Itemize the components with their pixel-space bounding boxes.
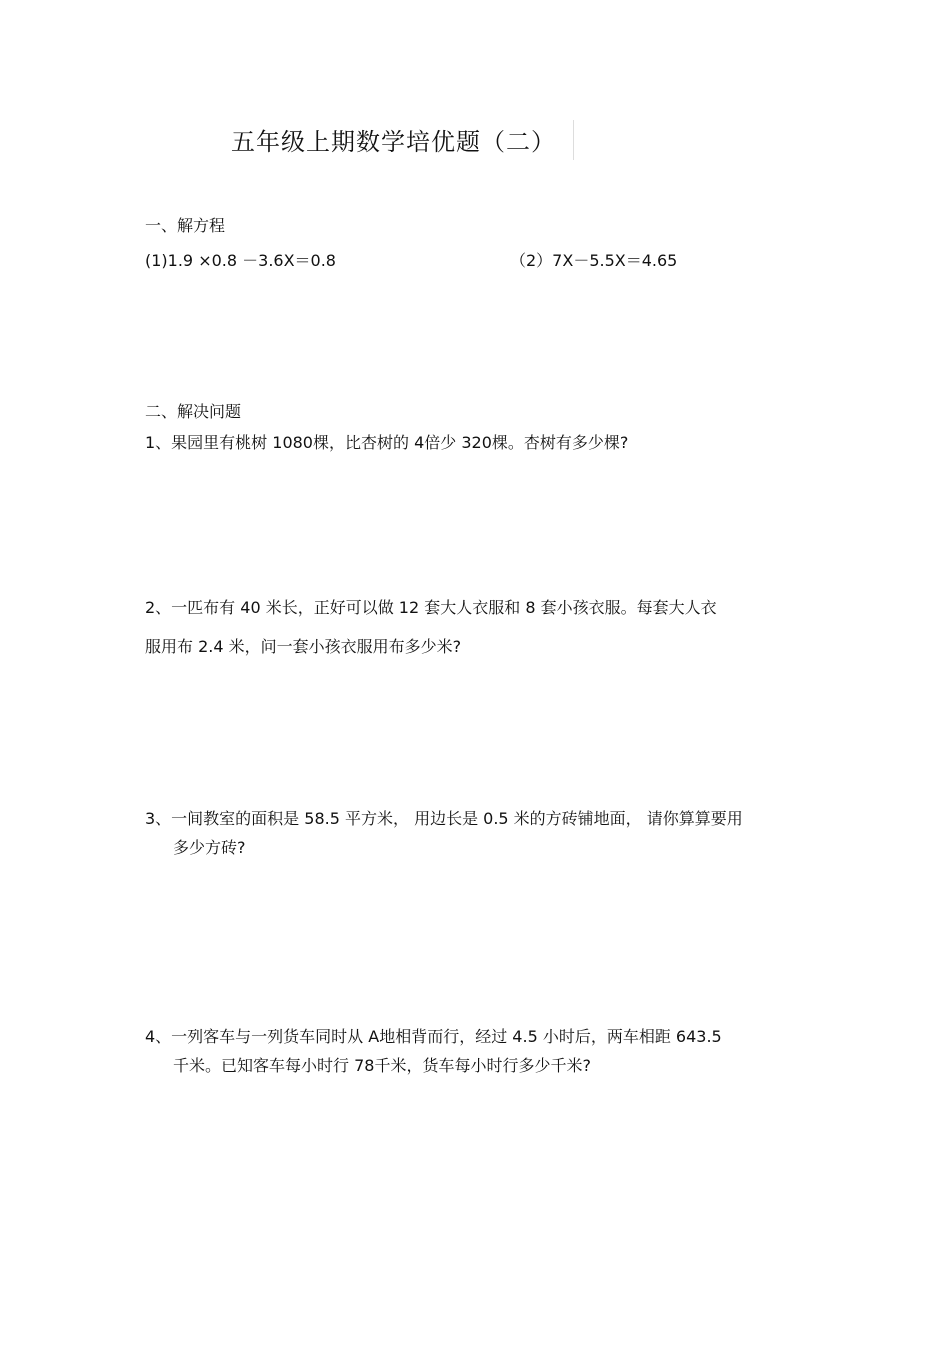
- equation-1: (1)1.9 ×0.8 －3.6X＝0.8: [145, 251, 336, 270]
- page-title: 五年级上期数学培优题（二）: [231, 128, 556, 156]
- problem-3: [145, 806, 805, 858]
- problem-2-line-1: 2、一匹布有 40 米长，正好可以做 12 套大人衣服和 8 套小孩衣服。每套大人衣: [145, 598, 717, 617]
- problem-3-line-2: 多少方砖?: [173, 838, 246, 857]
- title-divider: [573, 120, 574, 160]
- problem-1: [145, 430, 805, 453]
- problem-4-line-2: 千米。已知客车每小时行 78千米，货车每小时行多少千米?: [173, 1056, 591, 1075]
- problem-1-line-1: 1、果园里有桃树 1080棵，比杏树的 4倍少 320棵。杏树有多少棵?: [145, 433, 629, 452]
- section-heading-problems: 二、解决问题: [145, 402, 242, 421]
- section-heading-equations: 一、解方程: [145, 216, 226, 235]
- equation-2: （2）7X－5.5X＝4.65: [510, 251, 678, 270]
- problem-4-line-1: 4、一列客车与一列货车同时从 A地相背而行，经过 4.5 小时后，两车相距 643.5: [145, 1027, 722, 1046]
- problem-4: [145, 1024, 805, 1076]
- problem-3-line-1: 3、一间教室的面积是 58.5 平方米， 用边长是 0.5 米的方砖铺地面， 请你算算要用: [145, 809, 743, 828]
- problem-2: [145, 595, 805, 657]
- problem-2-line-2: 服用布 2.4 米，问一套小孩衣服用布多少米?: [145, 637, 462, 656]
